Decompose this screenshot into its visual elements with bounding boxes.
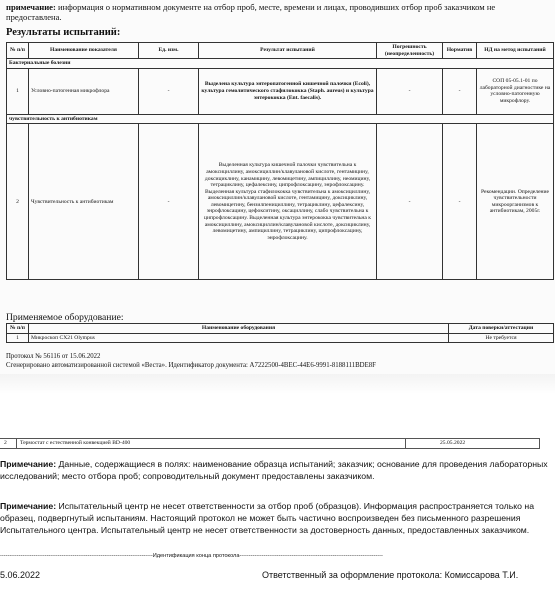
equipment-date: 25.05.2022 bbox=[440, 440, 466, 446]
responsibility-note-label: Примечание: bbox=[0, 501, 57, 511]
row-norm: - bbox=[443, 68, 477, 114]
row-result: Выделенная культура кишечной палочки чувствительна к амоксициллину, амоксициллин/клавулановой кислоте, гентамицину, доксициклину, канамицину, левомицетину, ампициллину, неомицину, тетрациклину, цефалексину, ципрофлоксацину, энрофлоксацину. Выделенная культура стафилококка чувствительна к амоксициллину, амоксициллин/клавулановой кислоте, гентамицину, доксициклину, левомицетину, бензилпенициллину, тетрациклину, цефалексину, энрофлоксацину, цефокситину, оксациллину, слабо чувствительна к ципрофлоксацину. Выделенная культура энтерококка чувствительна к амоксициллину, амоксициллин/клавулановой кислоте, доксициклину, левомицетину, ампициллину, тетрациклину, ципрофлоксацину, энрофлоксацину. bbox=[199, 124, 377, 280]
end-of-protocol-marker: ----------------------------------------------------------------------------------Идентификация конца протокола----------------------------------------------------------------------------- bbox=[0, 553, 383, 559]
equipment-name: Микроскоп CX21 Olympus bbox=[29, 333, 449, 343]
row-result: Выделена культура энтеропатогенной кишечной палочки (Ecoli), культура гемолитического стафилококка (Staph. aureus) и культура энтерококка (Ent. faecalis). bbox=[199, 68, 377, 114]
equipment-date: Не требуется bbox=[449, 333, 554, 343]
page-gap bbox=[0, 374, 555, 394]
equipment-num: 1 bbox=[7, 333, 29, 343]
header-num: № п/п bbox=[7, 43, 29, 59]
results-title: Результаты испытаний: bbox=[6, 27, 121, 38]
table-row bbox=[7, 333, 554, 343]
cell-divider bbox=[539, 439, 540, 448]
responsibility-note-text: Испытательный центр не несет ответственности за отбор проб (образцов). Информация распространяется только на образец, подвергнутый испытаниям. Настоящий протокол не может быть частично воспроизведен без письменного разрешения Испытательного центра. Испытательный центр не несет ответственности за достоверность данных, предоставленных заказчиком. bbox=[0, 501, 535, 535]
signature-date: 5.06.2022 bbox=[0, 570, 41, 580]
row-method: СОП 05-05.1-01 по лабораторной диагностике на условно-патогенную микрофлору. bbox=[477, 68, 554, 114]
header-result: Результат испытаний bbox=[199, 43, 377, 59]
row-indicator: Чувствительность к антибиотикам bbox=[29, 124, 139, 280]
header-norm: Норматив bbox=[443, 43, 477, 59]
equipment-header-name: Наименование оборудования bbox=[29, 324, 449, 334]
customer-note-label: Примечание: bbox=[0, 459, 57, 469]
equipment-table bbox=[6, 323, 554, 343]
row-unit: - bbox=[139, 68, 199, 114]
row-num: 1 bbox=[7, 68, 29, 114]
row-error: - bbox=[377, 124, 443, 280]
header-error: Погрешность (неопределенность) bbox=[377, 43, 443, 59]
customer-data-note bbox=[0, 458, 550, 482]
equipment-header-num: № п/п bbox=[7, 324, 29, 334]
header-method: НД на метод испытаний bbox=[477, 43, 554, 59]
customer-note-text: Данные, содержащиеся в полях: наименование образца испытаний; заказчик; основание для проведения лабораторных исследований; место отбора проб; сопроводительный документ предоставлены заказчиком. bbox=[0, 459, 548, 481]
equipment-name: Термостат с естественной конвекцией BD-400 bbox=[20, 440, 131, 446]
section-title: чувствительность к антибиотикам bbox=[7, 114, 554, 124]
equipment-title: Применяемое оборудование: bbox=[6, 312, 124, 323]
row-unit: - bbox=[139, 124, 199, 280]
header-indicator: Наименование показателя bbox=[29, 43, 139, 59]
cell-divider bbox=[16, 439, 17, 448]
equipment-table-header bbox=[7, 324, 554, 334]
section-row bbox=[7, 114, 554, 124]
row-num: 2 bbox=[7, 124, 29, 280]
equipment-num: 2 bbox=[4, 440, 7, 446]
row-method: Рекомендации. Определение чувствительности микроорганизмов к антибиотикам, 2005г. bbox=[477, 124, 554, 280]
row-indicator: Условно-патогенная микрофлора bbox=[29, 68, 139, 114]
table-row bbox=[7, 124, 554, 280]
section-row bbox=[7, 59, 554, 69]
protocol-page-2 bbox=[0, 394, 555, 614]
table-row bbox=[7, 68, 554, 114]
equipment-row-continued bbox=[0, 438, 540, 449]
sampling-note-label: примечание: bbox=[6, 2, 56, 12]
protocol-number: Протокол № 56116 от 15.06.2022 bbox=[6, 353, 101, 360]
cell-divider bbox=[405, 439, 406, 448]
sampling-note-text: информация о нормативном документе на отбор проб, месте, времени и лицах, проводивших отбор проб заказчиком не предоставлена. bbox=[6, 2, 496, 22]
sampling-note bbox=[6, 2, 551, 22]
equipment-header-date: Дата поверки/аттестации bbox=[449, 324, 554, 334]
header-unit: Ед. изм. bbox=[139, 43, 199, 59]
responsible-person: Ответственный за оформление протокола: Комиссарова Т.И. bbox=[262, 570, 519, 580]
generated-note: Сгенерировано автоматизированной системой «Веста». Идентификатор документа: A7222500-4BEC-44E6-9991-8188111BDE8F bbox=[6, 362, 376, 369]
row-norm: - bbox=[443, 124, 477, 280]
results-table-header bbox=[7, 43, 554, 59]
results-table bbox=[6, 42, 554, 280]
responsibility-note bbox=[0, 500, 550, 536]
row-error: - bbox=[377, 68, 443, 114]
section-title: Бактериальные болезни bbox=[7, 59, 554, 69]
